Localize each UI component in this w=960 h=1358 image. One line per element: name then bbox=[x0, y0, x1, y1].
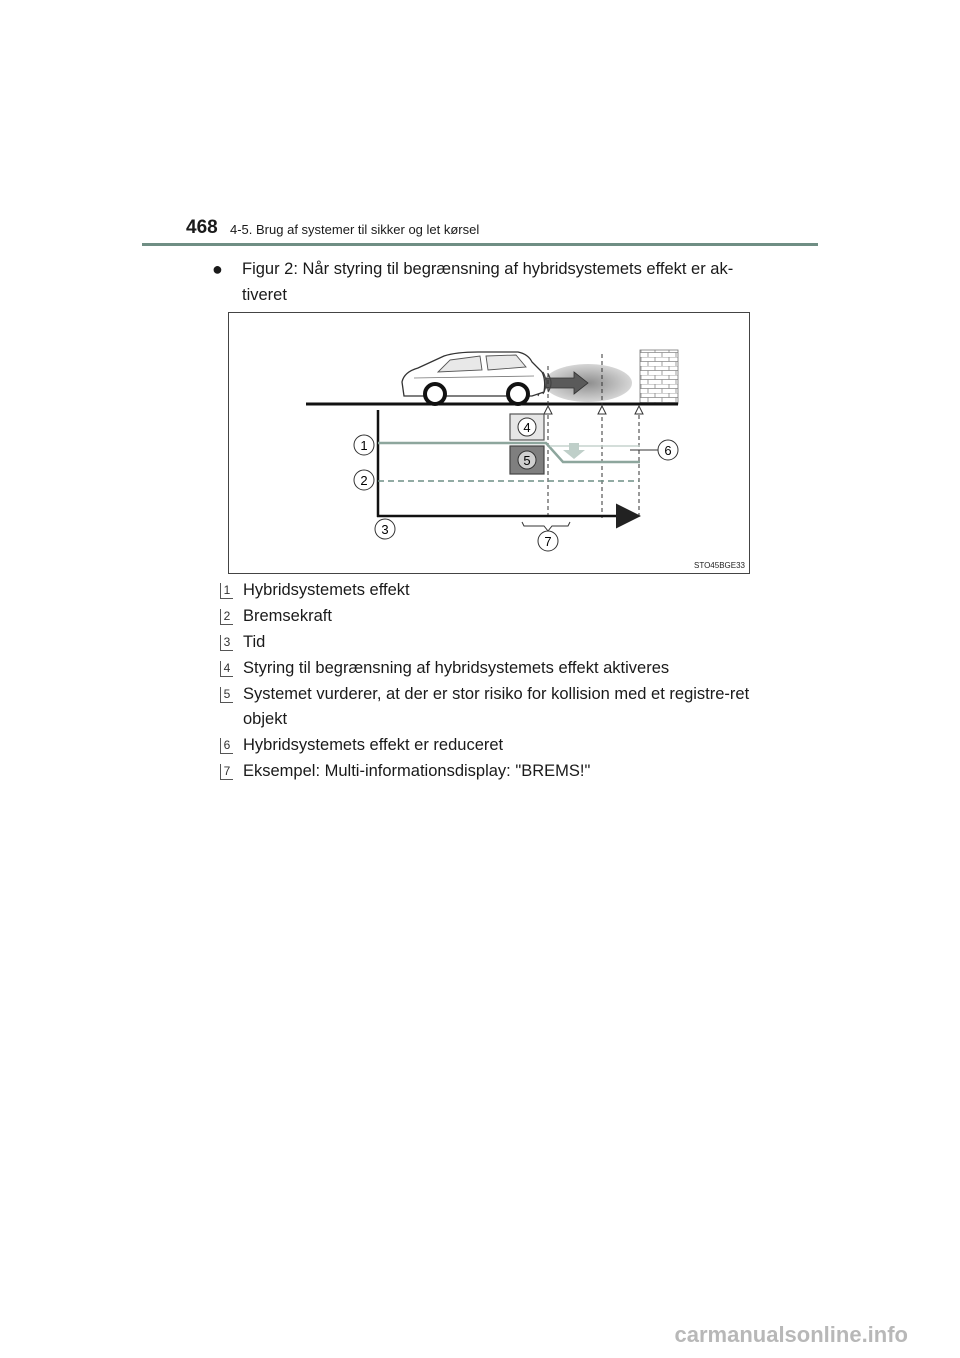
legend-num: 6 bbox=[220, 738, 233, 754]
callout-5: 5 bbox=[523, 453, 531, 468]
legend-list bbox=[216, 578, 776, 785]
legend-num: 7 bbox=[220, 764, 233, 780]
legend-text: Systemet vurderer, at der er stor risiko for kollision med et registre-ret objekt bbox=[243, 685, 750, 728]
legend-item bbox=[216, 630, 776, 655]
callout-6: 6 bbox=[664, 443, 672, 458]
legend-num: 3 bbox=[220, 635, 233, 651]
page-number: 468 bbox=[186, 217, 218, 238]
legend-item bbox=[216, 578, 776, 603]
callout-2-label bbox=[354, 470, 374, 490]
figure-diagram bbox=[228, 312, 750, 574]
legend-text: Bremsekraft bbox=[243, 607, 332, 625]
legend-item bbox=[216, 733, 776, 758]
callout-1: 1 bbox=[360, 438, 368, 453]
legend-text: Styring til begrænsning af hybridsystemets effekt aktiveres bbox=[243, 659, 670, 677]
legend-item bbox=[216, 604, 776, 629]
callout-4-box bbox=[510, 414, 544, 440]
legend-item bbox=[216, 759, 776, 784]
callout-1-label bbox=[354, 435, 374, 455]
legend-text: Eksempel: Multi-informationsdisplay: "BREMS!" bbox=[243, 762, 591, 780]
callout-3: 3 bbox=[381, 522, 389, 537]
callout-4: 4 bbox=[523, 420, 531, 435]
bullet-icon: ● bbox=[212, 259, 223, 279]
bullet-text: Figur 2: Når styring til begrænsning af hybridsystemets effekt er ak-tiveret bbox=[242, 260, 734, 304]
legend-item bbox=[216, 682, 776, 732]
callout-5-box bbox=[510, 446, 544, 474]
legend-num: 5 bbox=[220, 687, 233, 703]
legend-text: Hybridsystemets effekt er reduceret bbox=[243, 736, 504, 754]
figure bbox=[228, 312, 750, 574]
legend-num: 1 bbox=[220, 583, 233, 599]
callout-3-label bbox=[375, 519, 395, 539]
callout-2: 2 bbox=[360, 473, 368, 488]
legend-num: 2 bbox=[220, 609, 233, 625]
header-rule bbox=[142, 243, 818, 246]
wall-icon bbox=[640, 350, 678, 404]
legend-num: 4 bbox=[220, 661, 233, 677]
figure-code: STO45BGE33 bbox=[694, 561, 745, 570]
legend-text: Hybridsystemets effekt bbox=[243, 581, 410, 599]
watermark[interactable]: carmanualsonline.info bbox=[674, 1322, 908, 1347]
legend-text: Tid bbox=[243, 633, 266, 651]
callout-7: 7 bbox=[544, 534, 552, 549]
legend-item bbox=[216, 656, 776, 681]
section-title: 4-5. Brug af systemer til sikker og let kørsel bbox=[230, 222, 480, 237]
